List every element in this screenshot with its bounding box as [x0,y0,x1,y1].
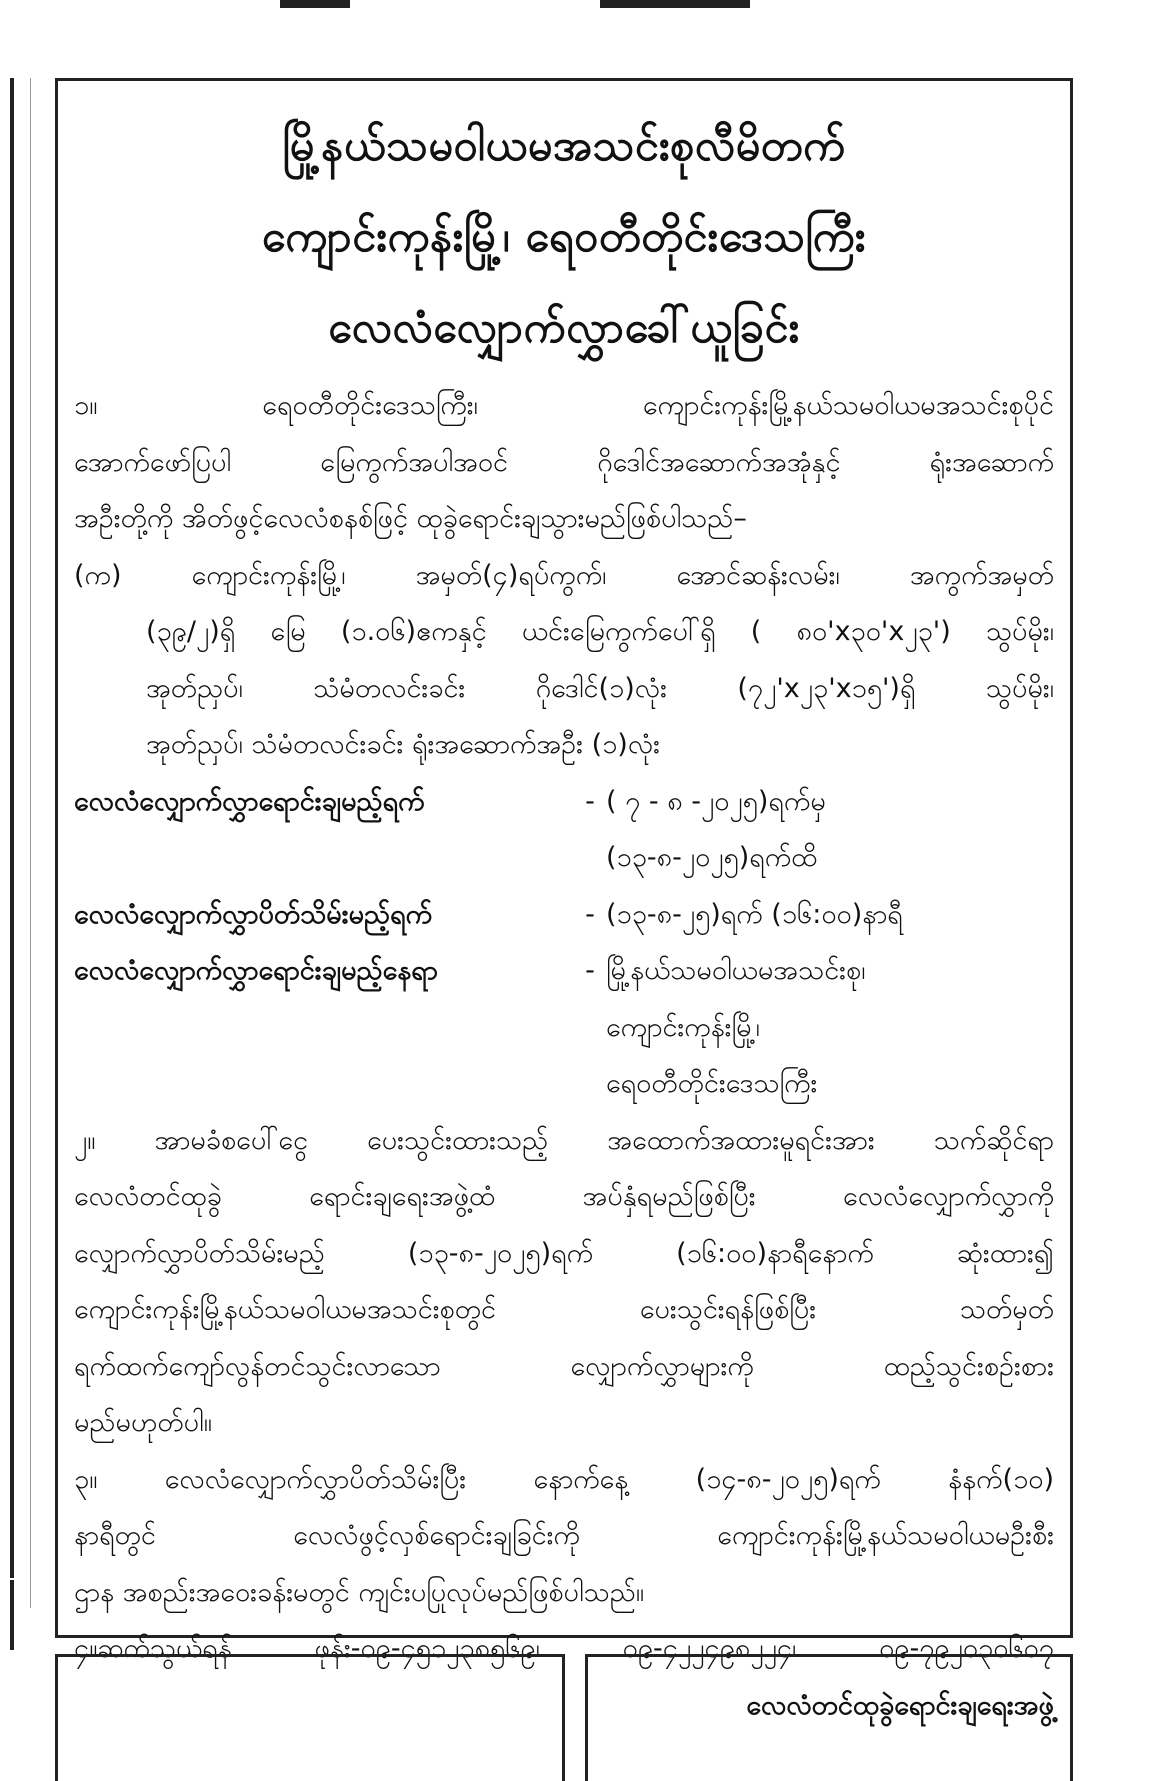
paragraph-2 [74,1113,1054,1452]
paragraph-3 [74,1452,1054,1622]
signature: လေလံတင်ထုခွဲရောင်းချရေးအဖွဲ့ [746,1689,1054,1721]
item-k-line: (၃၉/၂)ရှိ မြေ (၁.၀၆)ဧကနှင့် ယင်းမြေကွက်ပေါ်ရှိ ( ၈၀'x၃၀'x၂၃') သွပ်မိုး၊ [146,616,1054,647]
schedule-table [74,774,1054,1113]
next-ad-box-right [585,1654,1073,1781]
para3-line: ၃။ လေလံလျှောက်လွှာပိတ်သိမ်းပြီး နောက်နေ့ (၁၄-၈-၂၀၂၅)ရက် နံနက်(၁၀) [74,1463,1054,1495]
para2-line: ကျောင်းကုန်းမြို့နယ်သမဝါယမအသင်းစုတွင် ပေးသွင်းရန်ဖြစ်ပြီး သတ်မှတ် [74,1294,1054,1325]
tender-notice-box [55,78,1073,1721]
next-ad-box-left [55,1654,565,1781]
notice-title [74,101,1054,374]
closing-date-value: (၁၃-၈-၂၅)ရက် (၁၆:၀၀)နာရီ [606,898,903,930]
title-line-1: မြို့နယ်သမဝါယမအသင်းစုလီမိတက် [282,121,846,171]
left-column-rule-upper [10,78,14,1578]
venue-row [74,943,1054,1000]
para2-line: မည်မဟုတ်ပါ။ [74,1407,212,1438]
item-k-line: အုတ်ညှပ်၊ သံမံတလင်းခင်း ဂိုဒေါင်(၁)လုံး (၇၂'x၂၃'x၁၅')ရှိ သွပ်မိုး၊ [146,672,1054,704]
top-edge-mark-right [600,0,750,8]
contact-phones: ၄။ဆက်သွယ်ရန် ဖုန်း-၀၉-၄၅၁၂၃၈၅၆၉၊ ၀၉-၄၂၂၄၉၈၂၂၄၊ ၀၉-၇၉၂၀၃၀၆၀၇ [74,1633,1054,1664]
closing-date-row [74,887,1054,944]
sale-period-from: ( ၇ - ၈ -၂၀၂၅)ရက်မှ [606,785,826,817]
title-line-2: ကျောင်းကုန်းမြို့၊ ရေ၀တီတိုင်းဒေသကြီး [261,212,867,262]
sale-period-label: လေလံလျှောက်လွှာရောင်းချမည့်ရက် [74,785,425,817]
title-line-3: လေလံလျှောက်လွှာခေါ်ယူခြင်း [328,303,800,353]
venue-line: မြို့နယ်သမဝါယမအသင်းစု၊ [606,955,866,986]
top-edge-mark-left [280,0,350,8]
para2-line: လေလံတင်ထုခွဲ ရောင်းချရေးအဖွဲ့ထံ အပ်နှံရမည်ဖြစ်ပြီး လေလံလျှောက်လွှာကို [74,1181,1054,1212]
item-k-heading: (က) ကျောင်းကုန်းမြို့၊ အမှတ်(၄)ရပ်ကွက်၊ အောင်ဆန်းလမ်း၊ အကွက်အမှတ် [74,559,1054,591]
venue-line: ရေ၀တီတိုင်းဒေသကြီး [606,1068,818,1099]
para3-line: ဌာန အစည်းအဝေးခန်းမတွင် ကျင်းပပြုလုပ်မည်ဖြစ်ပါသည်။ [74,1576,645,1608]
closing-date-label: လေလံလျှောက်လွှာပိတ်သိမ်းမည့်ရက် [74,898,433,930]
para2-line: လျှောက်လွှာပိတ်သိမ်းမည့် (၁၃-၈-၂၀၂၅)ရက် (၁၆:၀၀)နာရီနောက် ဆုံးထား၍ [74,1237,1054,1269]
sale-period-to: (၁၃-၈-၂၀၂၅)ရက်ထိ [606,842,818,873]
separator-dash: - [585,898,595,930]
para3-line: နာရီတွင် လေလံဖွင့်လှစ်ရောင်းချခြင်းကို ကျောင်းကုန်းမြို့နယ်သမဝါယမဦးစီး [74,1520,1054,1551]
venue-line: ကျောင်းကုန်းမြို့၊ [606,1011,760,1043]
para2-line: ၂။ အာမခံစပေါ်ငွေ ပေးသွင်းထားသည့် အထောက်အထားမူရင်းအား သက်ဆိုင်ရာ [74,1124,1054,1156]
column-divider [30,78,31,1608]
para1-line: အဦးတို့ကို အိတ်ဖွင့်လေလံစနစ်ဖြင့် ထုခွဲရောင်းချသွားမည်ဖြစ်ပါသည်– [74,503,747,534]
para2-line: ရက်ထက်ကျော်လွန်တင်သွင်းလာသော လျှောက်လွှာများကို ထည့်သွင်းစဉ်းစား [74,1350,1054,1382]
para1-line: အောက်ဖော်ပြပါ မြေကွက်အပါအဝင် ဂိုဒေါင်အဆောက်အအုံနှင့် ရုံးအဆောက် [74,446,1054,478]
para1-line: ၁။ ရေ၀တီတိုင်းဒေသကြီး၊ ကျောင်းကုန်းမြို့နယ်သမဝါယမအသင်းစုပိုင် [74,390,1054,421]
venue-label: လေလံလျှောက်လွှာရောင်းချမည့်နေရာ [74,955,438,986]
left-column-rule-lower [10,1580,14,1650]
item-k-line: အုတ်ညှပ်၊ သံမံတလင်းခင်း ရုံးအဆောက်အဦး (၁)လုံး [146,729,660,760]
separator-dash: - [585,785,595,817]
paragraph-1 [74,378,1054,774]
sale-period-row [74,774,1054,831]
separator-dash: - [585,955,595,986]
